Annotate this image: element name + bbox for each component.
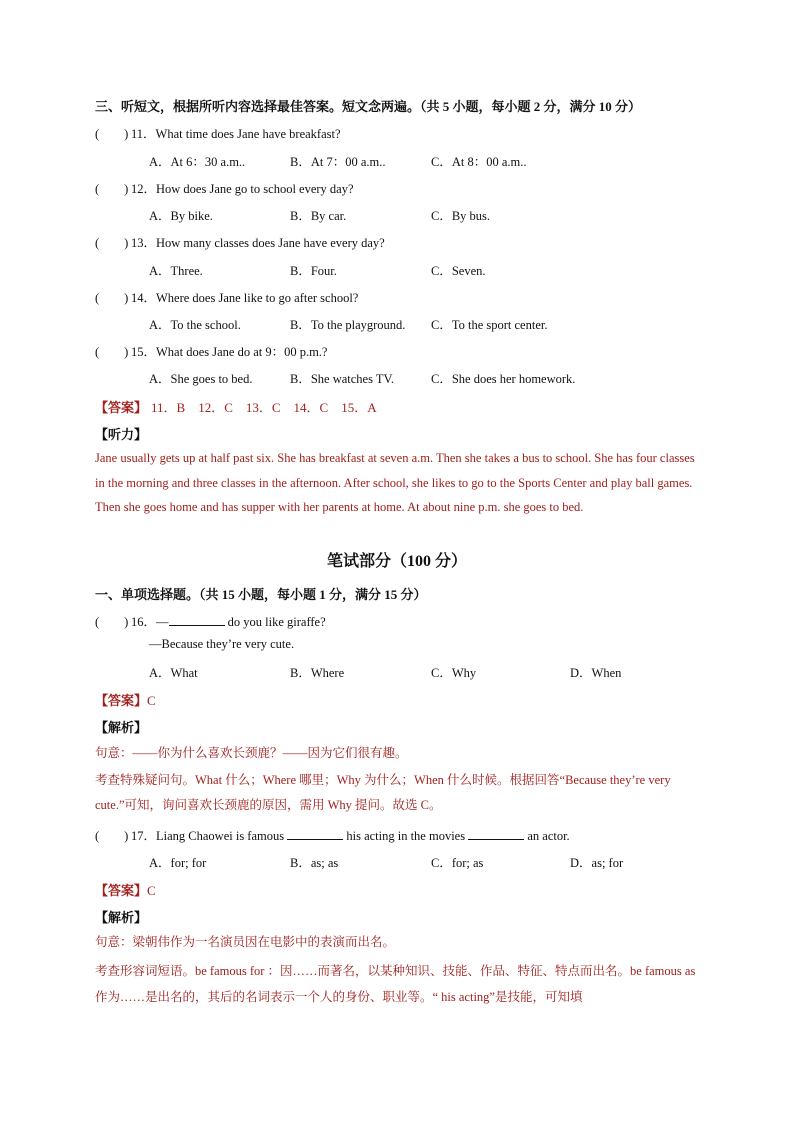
option-b: B．At 7：00 a.m.. bbox=[290, 155, 386, 169]
option-b: B．Four. bbox=[290, 264, 337, 278]
option-d: D．as; for bbox=[570, 856, 624, 870]
question-16-meaning: 句意：——你为什么喜欢长颈鹿？——因为它们很有趣。 bbox=[95, 746, 408, 760]
option-a: A．To the school. bbox=[149, 318, 241, 332]
question-16-answer bbox=[95, 690, 156, 709]
answer-label: 【答案】 bbox=[95, 400, 148, 415]
question-14 bbox=[95, 288, 358, 306]
option-b: B．as; as bbox=[290, 856, 339, 870]
written-part-title: 笔试部分（100 分） bbox=[326, 553, 467, 570]
option-b: B．By car. bbox=[290, 209, 347, 223]
question-17-options bbox=[149, 853, 623, 871]
option-a: A．What bbox=[149, 666, 198, 680]
answer-text: C bbox=[147, 883, 156, 898]
question-stem: 13．How many classes does Jane have every day? bbox=[131, 236, 385, 250]
option-d: D．When bbox=[570, 666, 622, 680]
option-a: A．At 6：30 a.m.. bbox=[149, 155, 246, 169]
question-14-options bbox=[149, 315, 547, 333]
answer-paren: ( ) bbox=[95, 291, 129, 305]
question-13 bbox=[95, 233, 385, 251]
listening-transcript: Jane usually gets up at half past six. She has breakfast at seven a.m. Then she takes a bus to school. She has four classes in the morning and three classes in the afternoon. After school, she likes to go to the Sports Center and play ball games. Then she goes home and has supper with her parents at home. At about nine p.m. she goes to bed. bbox=[95, 451, 695, 514]
option-c: C．for; as bbox=[431, 856, 484, 870]
fill-blank bbox=[169, 613, 225, 626]
question-stem-middle: his acting in the movies bbox=[343, 829, 469, 843]
option-b: B．She watches TV. bbox=[290, 372, 395, 386]
question-17-meaning: 句意：梁朝伟作为一名演员因在电影中的表演而出名。 bbox=[95, 935, 396, 949]
single-choice-section-title: 一、单项选择题。（共 15 小题，每小题 1 分，满分 15 分） bbox=[95, 587, 427, 602]
answer-paren: ( ) bbox=[95, 182, 129, 196]
option-a: A．She goes to bed. bbox=[149, 372, 253, 386]
option-c: C．At 8：00 a.m.. bbox=[431, 155, 527, 169]
question-15-options bbox=[149, 369, 575, 387]
question-12-options bbox=[149, 206, 490, 224]
question-13-options bbox=[149, 261, 486, 279]
question-stem: 11．What time does Jane have breakfast? bbox=[131, 127, 341, 141]
answer-paren: ( ) bbox=[95, 236, 129, 250]
question-17-analysis-label: 【解析】 bbox=[95, 910, 148, 925]
listening-section-title: 三、听短文，根据所听内容选择最佳答案。短文念两遍。（共 5 小题，每小题 2 分，满分 10 分） bbox=[95, 99, 642, 114]
option-c: C．She does her homework. bbox=[431, 372, 576, 386]
question-16-options bbox=[149, 663, 621, 681]
answer-label: 【答案】 bbox=[95, 693, 148, 708]
option-c: C．By bus. bbox=[431, 209, 491, 223]
question-17-answer bbox=[95, 880, 156, 899]
option-a: A．By bike. bbox=[149, 209, 213, 223]
question-11 bbox=[95, 124, 341, 142]
question-16 bbox=[95, 612, 326, 630]
question-stem: 12．How does Jane go to school every day? bbox=[131, 182, 354, 196]
question-17-explanation: 考查形容词短语。be famous for ：因……而著名，以某种知识、技能、作品、特征、特点而出名。be famous as 作为……是出名的，其后的名词表示一个人的身份、职业等。“ his acting”是技能，可知填 bbox=[95, 964, 696, 1004]
question-12 bbox=[95, 179, 354, 197]
question-stem-end: do you like giraffe? bbox=[224, 615, 326, 629]
listening-answer bbox=[95, 397, 377, 416]
listening-label: 【听力】 bbox=[95, 427, 148, 442]
answer-paren: ( ) bbox=[95, 127, 129, 141]
option-c: C．To the sport center. bbox=[431, 318, 548, 332]
option-a: A．for; for bbox=[149, 856, 207, 870]
question-stem-start: 16．— bbox=[131, 615, 169, 629]
question-stem: 14．Where does Jane like to go after school? bbox=[131, 291, 359, 305]
option-c: C．Why bbox=[431, 666, 477, 680]
answer-paren: ( ) bbox=[95, 615, 129, 629]
answer-text: 11．B 12．C 13．C 14．C 15．A bbox=[151, 400, 377, 415]
question-16-explanation: 考查特殊疑问句。What 什么；Where 哪里；Why 为什么；When 什么时候。根据回答“Because they’re very cute.”可知，询问喜欢长颈鹿的原因，需用 Why 提问。故选 C。 bbox=[95, 773, 671, 812]
answer-label: 【答案】 bbox=[95, 883, 148, 898]
option-a: A．Three. bbox=[149, 264, 203, 278]
fill-blank bbox=[468, 827, 524, 840]
answer-text: C bbox=[147, 693, 156, 708]
answer-paren: ( ) bbox=[95, 345, 129, 359]
question-17 bbox=[95, 826, 570, 844]
question-stem: 15．What does Jane do at 9：00 p.m.? bbox=[131, 345, 328, 359]
answer-paren: ( ) bbox=[95, 829, 129, 843]
question-stem-start: 17．Liang Chaowei is famous bbox=[131, 829, 288, 843]
option-b: B．Where bbox=[290, 666, 345, 680]
question-15 bbox=[95, 342, 328, 360]
question-16-analysis-label: 【解析】 bbox=[95, 720, 148, 735]
question-stem-end: an actor. bbox=[524, 829, 570, 843]
option-c: C．Seven. bbox=[431, 264, 486, 278]
fill-blank bbox=[287, 827, 343, 840]
question-11-options bbox=[149, 152, 526, 170]
question-16-reply: —Because they’re very cute. bbox=[149, 637, 295, 651]
option-b: B．To the playground. bbox=[290, 318, 406, 332]
